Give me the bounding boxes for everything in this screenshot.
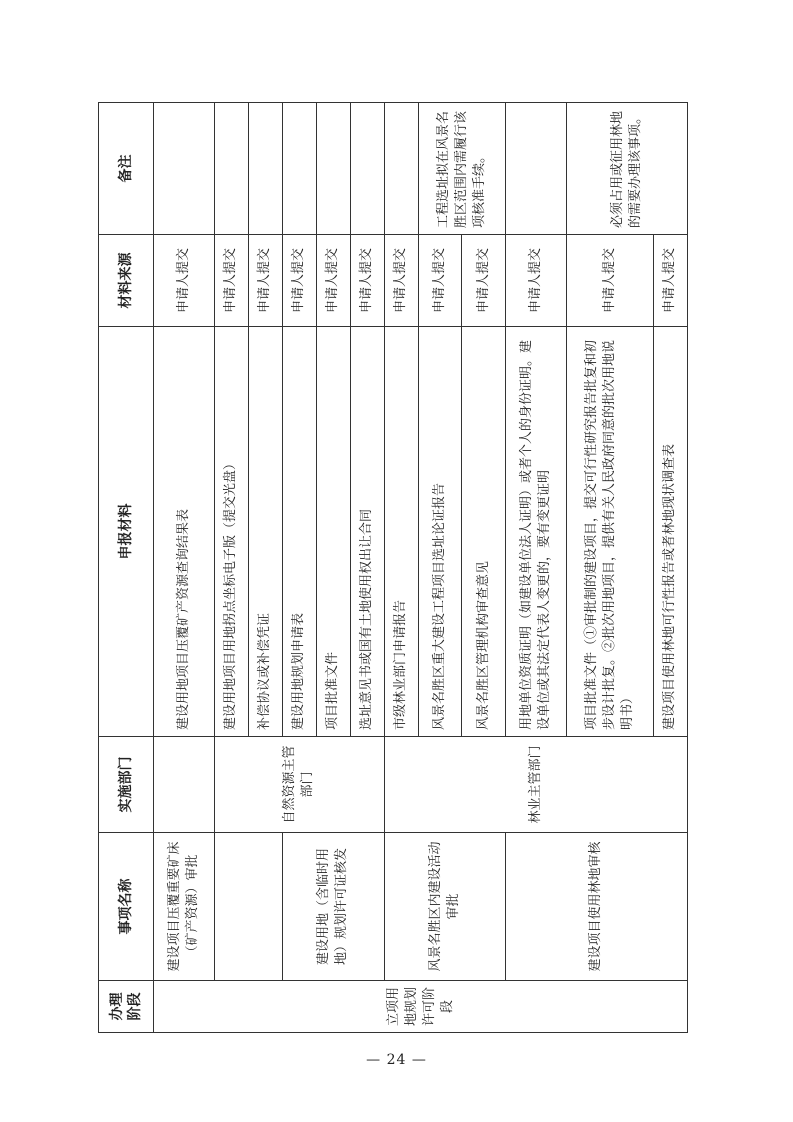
dept-natural: 自然资源主管部门 xyxy=(214,737,384,833)
table-header-row xyxy=(99,103,154,1033)
remark-cell: 必须占用或征用林地的需要办理该事项。 xyxy=(566,103,687,235)
material-cell: 建设用地项目用地拐点坐标电子版（提交光盘） xyxy=(214,327,248,737)
header-remarks: 备注 xyxy=(99,103,154,235)
page-number: — 24 — xyxy=(366,1052,427,1068)
material-cell: 项目批准文件 xyxy=(316,327,350,737)
header-source: 材料来源 xyxy=(99,235,154,327)
remark-cell xyxy=(214,103,248,235)
remark-cell xyxy=(505,103,566,235)
item-land: 建设用地（含临时用地）规划许可证核发 xyxy=(282,833,384,981)
table-row xyxy=(384,103,418,1033)
source-cell: 申请人提交 xyxy=(282,235,316,327)
table-row xyxy=(154,103,215,1033)
remark-cell xyxy=(384,103,418,235)
remark-cell xyxy=(248,103,282,235)
material-cell: 建设用地规划申请表 xyxy=(282,327,316,737)
header-stage: 办理阶段 xyxy=(99,981,154,1033)
source-cell: 申请人提交 xyxy=(154,235,215,327)
source-cell: 申请人提交 xyxy=(248,235,282,327)
source-cell: 申请人提交 xyxy=(505,235,566,327)
dept-forestry: 林业主管部门 xyxy=(384,737,687,833)
material-cell: 市级林业部门申请报告 xyxy=(384,327,418,737)
item-forest: 建设项目使用林地审核 xyxy=(505,833,687,981)
material-cell: 补偿协议或补偿凭证 xyxy=(248,327,282,737)
item-mineral-cont xyxy=(214,833,282,981)
remark-cell xyxy=(282,103,316,235)
dept-blank-cell xyxy=(154,737,215,833)
approval-materials-table xyxy=(98,102,688,1033)
material-cell: 选址意见书或国有土地使用权出让合同 xyxy=(350,327,384,737)
material-cell: 用地单位资质证明（如建设单位法人证明）或者个人的身份证明。建设单位或其法定代表人变更的，要有变更证明 xyxy=(505,327,566,737)
table-row xyxy=(214,103,248,1033)
source-cell: 申请人提交 xyxy=(566,235,653,327)
source-cell: 申请人提交 xyxy=(418,235,462,327)
remark-cell xyxy=(154,103,215,235)
material-cell: 项目批准文件（①审批制的建设项目，提交可行性研究报告批复和初步设计批复。②批次用地项目，提供有关人民政府同意的批次用地说明书） xyxy=(566,327,653,737)
source-cell: 申请人提交 xyxy=(350,235,384,327)
item-scenic: 风景名胜区内建设活动审批 xyxy=(384,833,505,981)
source-cell: 申请人提交 xyxy=(653,235,687,327)
material-cell: 建设用地项目压覆矿产资源查询结果表 xyxy=(154,327,215,737)
source-cell: 申请人提交 xyxy=(214,235,248,327)
item-mineral: 建设项目压覆重要矿床（矿产资源）审批 xyxy=(154,833,215,981)
table-row xyxy=(505,103,566,1033)
source-cell: 申请人提交 xyxy=(462,235,506,327)
table-row xyxy=(282,103,316,1033)
material-cell: 风景名胜区重大建设工程项目选址论证报告 xyxy=(418,327,462,737)
header-item: 事项名称 xyxy=(99,833,154,981)
header-dept: 实施部门 xyxy=(99,737,154,833)
source-cell: 申请人提交 xyxy=(384,235,418,327)
source-cell: 申请人提交 xyxy=(316,235,350,327)
remark-cell xyxy=(316,103,350,235)
material-cell: 风景名胜区管理机构审查意见 xyxy=(462,327,506,737)
material-cell: 建设项目使用林地可行性报告或者林地现状调查表 xyxy=(653,327,687,737)
stage-cell: 立项用地规划许可阶段 xyxy=(154,981,688,1033)
remark-cell: 工程选址拟在风景名胜区范围内需履行该项核准手续。 xyxy=(418,103,505,235)
remark-cell xyxy=(350,103,384,235)
header-materials: 申报材料 xyxy=(99,327,154,737)
